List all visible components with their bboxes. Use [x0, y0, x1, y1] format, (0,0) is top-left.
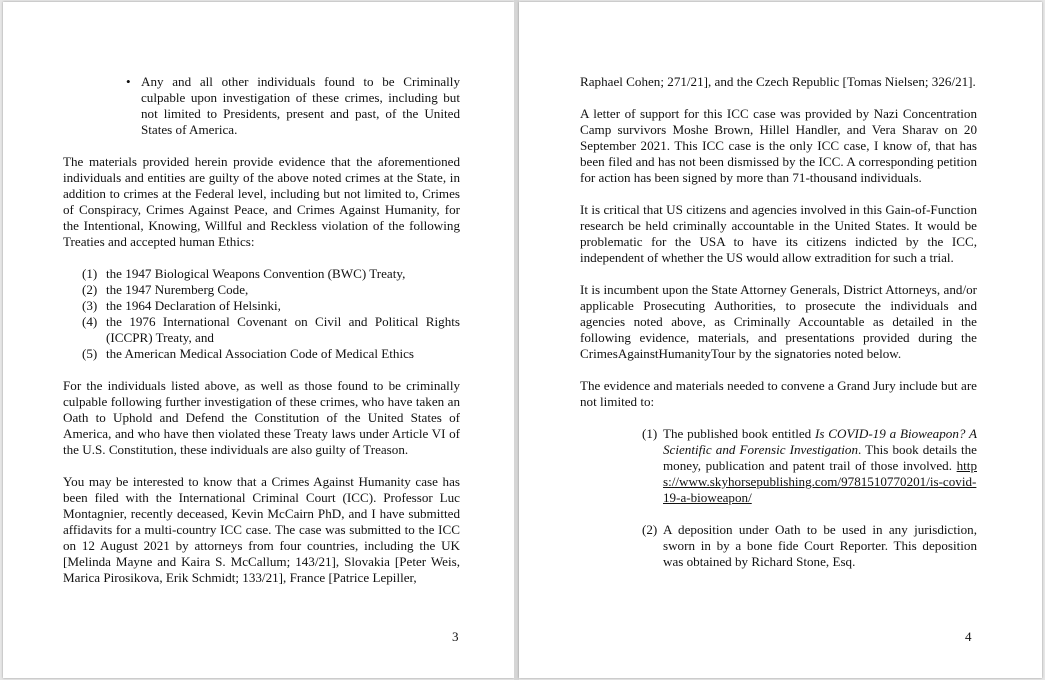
treaty-text: the American Medical Association Code of Medical Ethics: [106, 346, 414, 361]
page-number: 3: [452, 629, 459, 644]
bullet-dot-icon: •: [126, 74, 131, 89]
treaty-item: [82, 266, 460, 282]
evidence-item: [642, 522, 977, 570]
evidence-text-suffix: . This book details the money, publication and patent trail of those involved.: [663, 442, 977, 473]
treaty-number: (2): [82, 282, 98, 297]
evidence-item: [642, 426, 977, 506]
treaty-text: the 1947 Nuremberg Code,: [106, 282, 249, 297]
treaty-item: [82, 314, 460, 346]
bullet-item: [63, 74, 460, 138]
treaty-item: [82, 282, 460, 298]
evidence-list: [580, 426, 977, 570]
treaty-item: [82, 298, 460, 314]
evidence-number: (1): [642, 426, 658, 441]
treaty-number: (1): [82, 266, 98, 281]
book-link[interactable]: https://www.skyhorsepublishing.com/9781510770201/is-covid-19-a-bioweapon/: [663, 458, 977, 505]
page-3: [3, 2, 514, 678]
treaty-number: (3): [82, 298, 98, 313]
paragraph-grand-jury: The evidence and materials needed to convene a Grand Jury include but are not limited to:: [580, 378, 977, 409]
page-4-content: [580, 74, 977, 586]
evidence-text: A deposition under Oath to be used in any jurisdiction, sworn in by a bone fide Court Reporter. This deposition was obtained by Richard Stone, Esq.: [663, 522, 977, 569]
evidence-number: (2): [642, 522, 658, 537]
paragraph-materials: The materials provided herein provide evidence that the aforementioned individuals and entities are guilty of the above noted crimes at the State, in addition to crimes at the Federal level, including but not limited to, Crimes of Conspiracy, Crimes Against Peace, and Crimes Against Humanity, for the Intentional, Knowing, Willful and Reckless violation of the following Treaties and accepted human Ethics:: [63, 154, 460, 249]
evidence-text-prefix: The published book entitled: [663, 426, 816, 441]
page-number: 4: [965, 629, 972, 644]
paragraph-icc-case: You may be interested to know that a Crimes Against Humanity case has been filed with the International Criminal Court (ICC). Professor Luc Montagnier, recently deceased, Kevin McCairn PhD, and I have submitted affidavits for a multi-country ICC case. The case was submitted to the ICC on 12 August 2021 by attorneys from four countries, including the UK [Melinda Mayne and Kaira S. McCallum; 143/21], Slovakia [Peter Weis, Marica Pirosikova, Erik Schmidt; 133/21], France [Patrice Lepiller,: [63, 474, 460, 585]
treaty-text: the 1964 Declaration of Helsinki,: [106, 298, 281, 313]
paragraph-continuation: Raphael Cohen; 271/21], and the Czech Republic [Tomas Nielsen; 326/21].: [580, 74, 976, 89]
treaty-list: [63, 266, 460, 362]
paragraph-accountability: It is critical that US citizens and agencies involved in this Gain-of-Function research be held criminally accountable in the United States. It would be problematic for the USA to have its citizens indicted by the ICC, independent of whether the US would allow extradition for such a trial.: [580, 202, 977, 265]
treaty-item: [82, 346, 460, 362]
book-title: Is COVID-19 a Bioweapon? A Scientific and Forensic Investigation: [663, 426, 978, 457]
page-4: [519, 2, 1042, 678]
treaty-number: (4): [82, 314, 98, 329]
paragraph-support-letter: A letter of support for this ICC case was provided by Nazi Concentration Camp survivors Moshe Brown, Hillel Handler, and Vera Sharav on 20 September 2021. This ICC case is the only ICC case, I know of, that has been filed and has not been dismissed by the ICC. A corresponding petition for action has been signed by more than 71-thousand individuals.: [580, 106, 977, 185]
bullet-text: Any and all other individuals found to be Criminally culpable upon investigation of these crimes, including but not limited to Presidents, present and past, of the United States of America.: [141, 74, 460, 137]
paragraph-prosecution: It is incumbent upon the State Attorney Generals, District Attorneys, and/or applicable Prosecuting Authorities, to prosecute the individuals and agencies noted above, as Criminally Accountable as detailed in the following evidence, materials, and presentations provided during the CrimesAgainstHumanityTour by the signatories noted below.: [580, 282, 977, 361]
paragraph-treason: For the individuals listed above, as well as those found to be criminally culpable following further investigation of these crimes, who have taken an Oath to Uphold and Defend the Constitution of the United States of America, and who have then violated these Treaty laws under Article VI of the U.S. Constitution, these individuals are also guilty of Treason.: [63, 378, 460, 457]
page-3-content: [63, 74, 460, 602]
treaty-text: the 1976 International Covenant on Civil and Political Rights (ICCPR) Treaty, and: [106, 314, 460, 345]
treaty-text: the 1947 Biological Weapons Convention (BWC) Treaty,: [106, 266, 406, 281]
treaty-number: (5): [82, 346, 98, 361]
